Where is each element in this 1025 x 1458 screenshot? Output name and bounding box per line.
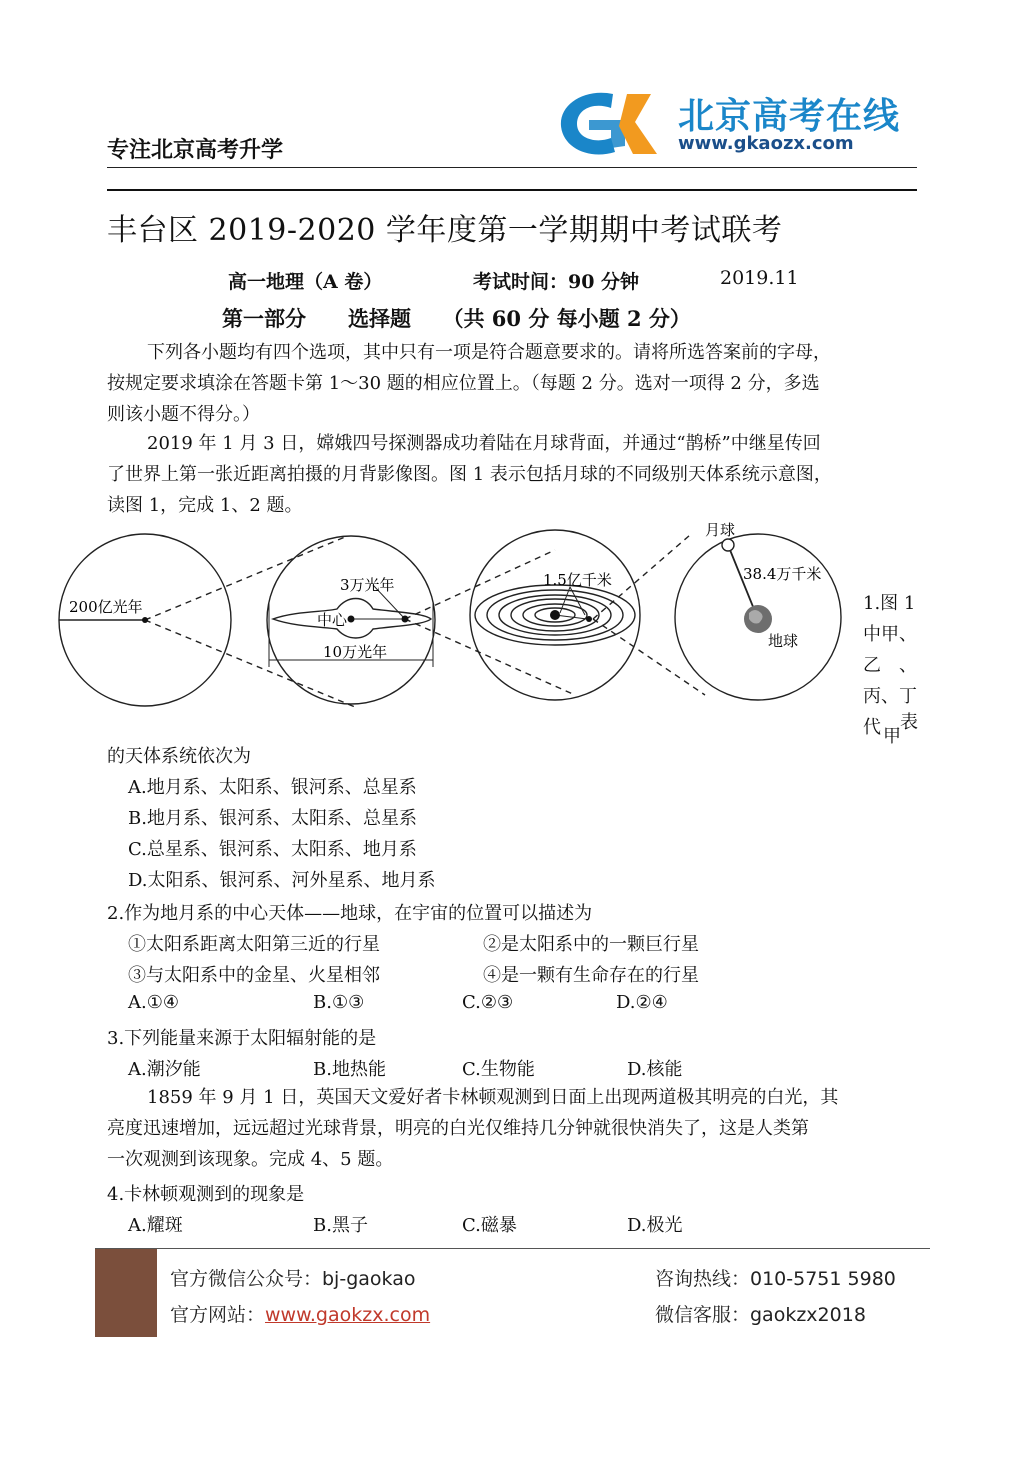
q3-option-a[interactable]: A.潮汐能 <box>128 1059 201 1080</box>
passage-line: 读图 1，完成 1、2 题。 <box>107 495 303 516</box>
q3-option-d[interactable]: D.核能 <box>627 1059 683 1080</box>
q2-option-b[interactable]: B.①③ <box>313 992 365 1013</box>
section-heading: 第一部分 选择题 （共 60 分 每小题 2 分） <box>222 306 691 331</box>
q2-stem: 2.作为地月系的中心天体——地球，在宇宙的位置可以描述为 <box>107 903 593 924</box>
q2-item-1: ①太阳系距离太阳第三近的行星 <box>128 934 380 955</box>
footer-accent-bar <box>95 1249 157 1337</box>
passage-line: 2019 年 1 月 3 日，嫦娥四号探测器成功着陆在月球背面，并通过“鹊桥”中继星传回 <box>147 433 821 454</box>
label-3w: 3万光年 <box>340 576 395 594</box>
q3-option-c[interactable]: C.生物能 <box>462 1059 535 1080</box>
footer-divider <box>95 1248 930 1249</box>
header-divider <box>107 167 917 168</box>
q1-stem: 的天体系统依次为 <box>107 746 251 767</box>
q2-option-d[interactable]: D.②④ <box>616 992 668 1013</box>
instruction-line: 下列各小题均有四个选项，其中只有一项是符合题意要求的。请将所选答案前的字母， <box>147 342 831 363</box>
passage-line: 一次观测到该现象。完成 4、5 题。 <box>107 1149 394 1170</box>
q4-option-b[interactable]: B.黑子 <box>313 1215 368 1236</box>
label-moon: 月球 <box>705 521 736 539</box>
instruction-line: 则该小题不得分。） <box>107 404 260 425</box>
q1-option-c[interactable]: C.总星系、银河系、太阳系、地月系 <box>128 839 417 860</box>
q2-item-3: ③与太阳系中的金星、火星相邻 <box>128 965 380 986</box>
side-line: 丙、丁 <box>863 686 917 707</box>
q2-item-4: ④是一颗有生命存在的行星 <box>483 965 699 986</box>
q2-option-a[interactable]: A.①④ <box>128 992 179 1013</box>
gk-logo-icon <box>555 86 675 162</box>
q4-stem: 4.卡林顿观测到的现象是 <box>107 1184 305 1205</box>
q3-option-b[interactable]: B.地热能 <box>313 1059 386 1080</box>
moon-icon <box>722 539 734 551</box>
header-divider-bold <box>107 189 917 191</box>
side-line: 乙 、 <box>863 655 917 676</box>
figure-1-diagram <box>55 515 855 740</box>
q1-option-b[interactable]: B.地月系、银河系、太阳系、总星系 <box>128 808 417 829</box>
instructions <box>107 337 831 430</box>
label-center: 中心 <box>317 611 348 629</box>
side-line-last <box>863 712 918 747</box>
footer-site <box>170 1300 430 1327</box>
passage-line: 亮度迅速增加，远远超过光球背景，明亮的白光仅维持几分钟就很快消失了，这是人类第 <box>107 1118 809 1139</box>
q4-option-c[interactable]: C.磁暴 <box>462 1215 517 1236</box>
footer-hotline: 咨询热线：010-5751 5980 <box>655 1268 896 1290</box>
side-word-jia: 甲 <box>883 726 901 747</box>
footer-site-label: 官方网站： <box>170 1304 266 1326</box>
passage-2 <box>107 1082 838 1175</box>
footer-site-link[interactable]: www.gaokzx.com <box>265 1304 431 1326</box>
label-10w: 10万光年 <box>323 643 388 661</box>
exam-date: 2019.11 <box>720 267 799 289</box>
label-200: 200亿光年 <box>69 598 143 616</box>
side-line: 1.图 1 <box>863 593 916 614</box>
footer-wechat: 官方微信公众号：bj-gaokao <box>170 1268 416 1290</box>
q1-side-text <box>863 588 918 747</box>
footer-service: 微信客服：gaokzx2018 <box>655 1304 866 1326</box>
q2-item-2: ②是太阳系中的一颗巨行星 <box>483 934 699 955</box>
side-word-dai: 代 <box>863 717 881 738</box>
exam-title: 丰台区 2019-2020 学年度第一学期期中考试联考 <box>107 213 783 248</box>
label-384: 38.4万千米 <box>743 565 822 583</box>
exam-subject: 高一地理（A 卷） <box>228 271 383 293</box>
label-15: 1.5亿千米 <box>543 571 612 589</box>
q3-stem: 3.下列能量来源于太阳辐射能的是 <box>107 1028 377 1049</box>
q1-option-a[interactable]: A.地月系、太阳系、银河系、总星系 <box>128 777 417 798</box>
exam-time: 考试时间：90 分钟 <box>473 271 640 293</box>
side-word-biao: 表 <box>900 712 918 733</box>
label-earth: 地球 <box>768 632 799 650</box>
passage-line: 1859 年 9 月 1 日，英国天文爱好者卡林顿观测到日面上出现两道极其明亮的白光，其 <box>147 1087 839 1108</box>
side-line: 中甲、 <box>863 624 917 645</box>
logo-name: 北京高考在线 <box>678 96 901 137</box>
q4-option-d[interactable]: D.极光 <box>627 1215 683 1236</box>
q2-option-c[interactable]: C.②③ <box>462 992 514 1013</box>
q1-option-d[interactable]: D.太阳系、银河系、河外星系、地月系 <box>128 870 436 891</box>
q4-option-a[interactable]: A.耀斑 <box>128 1215 183 1236</box>
instruction-line: 按规定要求填涂在答题卡第 1～30 题的相应位置上。（每题 2 分。选对一项得 2 分，多选 <box>107 373 820 394</box>
passage-1 <box>107 428 832 521</box>
header-slogan: 专注北京高考升学 <box>107 138 284 163</box>
passage-line: 了世界上第一张近距离拍摄的月背影像图。图 1 表示包括月球的不同级别天体系统示意图， <box>107 464 832 485</box>
logo-url[interactable]: www.gkaozx.com <box>678 133 854 154</box>
